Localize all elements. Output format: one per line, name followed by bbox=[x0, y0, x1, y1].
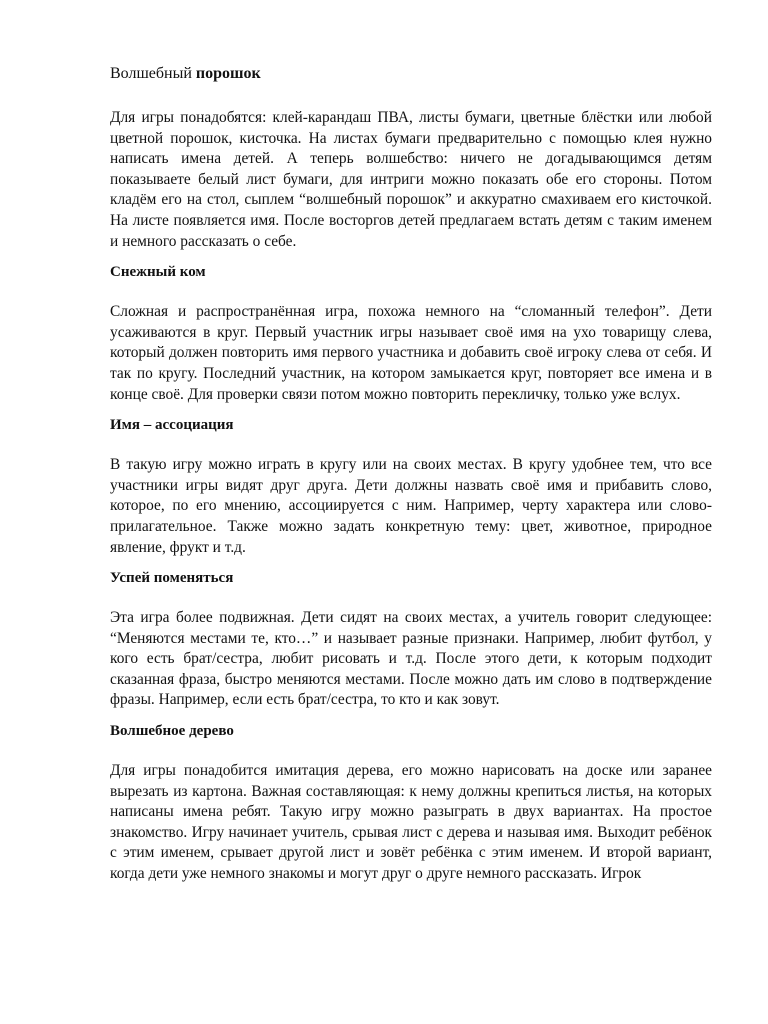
heading-name-association: Имя – ассоциация bbox=[110, 417, 234, 434]
heading-snowball: Снежный ком bbox=[110, 264, 206, 281]
paragraph-magic-powder: Для игры понадобятся: клей-карандаш ПВА, листы бумаги, цветные блёстки или любой цветной порошок, кисточка. На листах бумаги предварительно с помощью клея нужно написать имена детей. А теперь волшебство: ничего не догадывающимся детям показываете белый лист бумаги, для интриги можно показать обе его стороны. Потом кладём его на стол, сыплем “волшебный порошок” и аккуратно смахиваем его кисточкой. На листе появляется имя. После восторгов детей предлагаем встать детям с таким именем и немного рассказать о себе. bbox=[110, 109, 712, 250]
paragraph-name-association: В такую игру можно играть в кругу или на своих местах. В кругу удобнее тем, что все участники игры видят друг друга. Дети должны назвать своё имя и прибавить слово, которое, по его мнению, ассоциируется с ним. Например, черту характера или слово-прилагательное. Также можно задать конкретную тему: цвет, животное, природное явление, фрукт и т.д. bbox=[110, 456, 712, 556]
heading-swap-places: Успей поменяться bbox=[110, 570, 234, 587]
paragraph-snowball: Сложная и распространённая игра, похожа немного на “сломанный телефон”. Дети усаживаются в круг. Первый участник игры называет своё имя на ухо товарищу слева, который должен повторить имя первого участника и добавить своё игроку слева от себя. И так по кругу. Последний участник, на котором замыкается круг, повторяет все имена и в конце своё. Для проверки связи потом можно повторить перекличку, только уже вслух. bbox=[110, 303, 712, 403]
title-part-regular: Волшебный bbox=[110, 65, 196, 82]
paragraph-swap-places: Эта игра более подвижная. Дети сидят на своих местах, а учитель говорит следующее: “Меняются местами те, кто…” и называет разные признаки. Например, любит футбол, у кого есть брат/сестра, любит рисовать и т.д. После этого дети, к которым подходит сказанная фраза, быстро меняются местами. После можно дать им слово в подтверждение фразы. Например, если есть брат/сестра, то кто и как зовут. bbox=[110, 609, 712, 709]
heading-magic-tree: Волшебное дерево bbox=[110, 723, 234, 740]
paragraph-magic-tree: Для игры понадобится имитация дерева, его можно нарисовать на доске или заранее вырезать из картона. Важная составляющая: к нему должны крепиться листья, на которых написаны имена ребят. Такую игру можно разыграть в двух вариантах. На простое знакомство. Игру начинает учитель, срывая лист с дерева и называя имя. Выходит ребёнок с этим именем, срывает другой лист и зовёт ребёнка с этим именем. И второй вариант, когда дети уже немного знакомы и могут друг о друге немного рассказать. Игрок bbox=[110, 762, 712, 883]
document-title bbox=[110, 64, 712, 84]
title-part-bold: порошок bbox=[195, 65, 261, 82]
